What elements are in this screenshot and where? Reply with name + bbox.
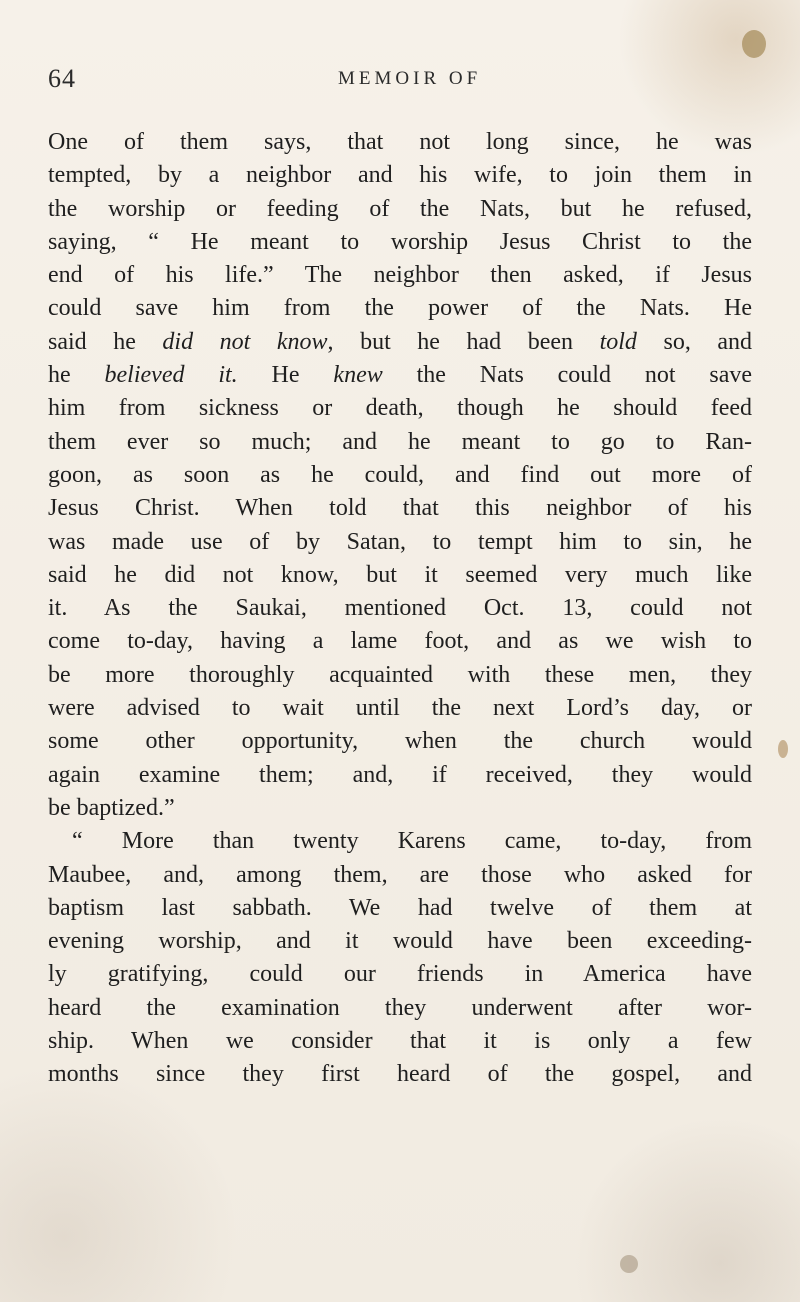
italic-text: did not know [162, 328, 328, 355]
page-number: 64 [48, 64, 76, 93]
text-fragment: so, and [636, 328, 753, 355]
italic-text: knew [333, 362, 383, 389]
paragraph-2 [48, 825, 752, 1091]
text-fragment: , but he had been [327, 328, 600, 355]
text-fragment: He [237, 362, 334, 389]
page-header [48, 64, 752, 100]
text-line: baptism last sabbath. We had twelve of them at [48, 894, 752, 921]
text-line-mixed [48, 359, 752, 392]
text-line: be more thoroughly acquainted with these men, they [48, 661, 752, 688]
text-line: come to-day, having a lame foot, and as we wish to [48, 628, 752, 655]
text-line: it. As the Saukai, mentioned Oct. 13, could not [48, 595, 752, 622]
text-line: “ More than twenty Karens came, to-day, from [72, 828, 752, 855]
text-line: Maubee, and, among them, are those who asked for [48, 861, 752, 888]
text-line: could save him from the power of the Nats. He [48, 295, 752, 322]
text-fragment: the Nats could not save [382, 362, 753, 389]
text-line: again examine them; and, if received, they would [48, 761, 752, 788]
text-line: was made use of by Satan, to tempt him to sin, he [48, 528, 752, 555]
text-line: them ever so much; and he meant to go to Ran- [48, 428, 752, 455]
running-head: MEMOIR OF [338, 68, 482, 89]
text-line: tempted, by a neighbor and his wife, to join them in [48, 162, 752, 189]
text-line: the worship or feeding of the Nats, but he refused, [48, 195, 752, 222]
text-line: end of his life.” The neighbor then asked, if Jesus [48, 262, 752, 289]
text-line: One of them says, that not long since, he was [48, 129, 752, 155]
text-line: goon, as soon as he could, and find out more of [48, 461, 752, 488]
text-line: saying, “ He meant to worship Jesus Christ to the [48, 228, 752, 255]
ink-stain-top-right [742, 30, 766, 58]
ink-stain-bottom-right [620, 1255, 638, 1273]
ink-stain-right-margin [778, 740, 788, 758]
italic-text: told [599, 328, 637, 355]
text-line: ly gratifying, could our friends in America have [48, 961, 752, 988]
text-line: heard the examination they underwent after wor- [48, 994, 752, 1021]
text-line: were advised to wait until the next Lord’s day, or [48, 695, 752, 722]
text-line: evening worship, and it would have been exceeding- [48, 928, 752, 955]
body-text [48, 126, 752, 1092]
text-fragment: he [48, 362, 105, 389]
text-line: Jesus Christ. When told that this neighbor of his [48, 495, 752, 522]
text-line: some other opportunity, when the church would [48, 728, 752, 755]
text-line: ship. When we consider that it is only a few [48, 1028, 752, 1055]
paragraph-1 [48, 126, 752, 825]
text-line: be baptized.” [48, 794, 175, 821]
text-line: said he did not know, but it seemed very much like [48, 561, 752, 588]
text-fragment: said he [48, 328, 163, 355]
text-line: him from sickness or death, though he should feed [48, 395, 752, 422]
text-line-mixed [48, 326, 752, 359]
italic-text: believed it. [104, 362, 238, 389]
text-line: months since they first heard of the gospel, and [48, 1061, 752, 1088]
